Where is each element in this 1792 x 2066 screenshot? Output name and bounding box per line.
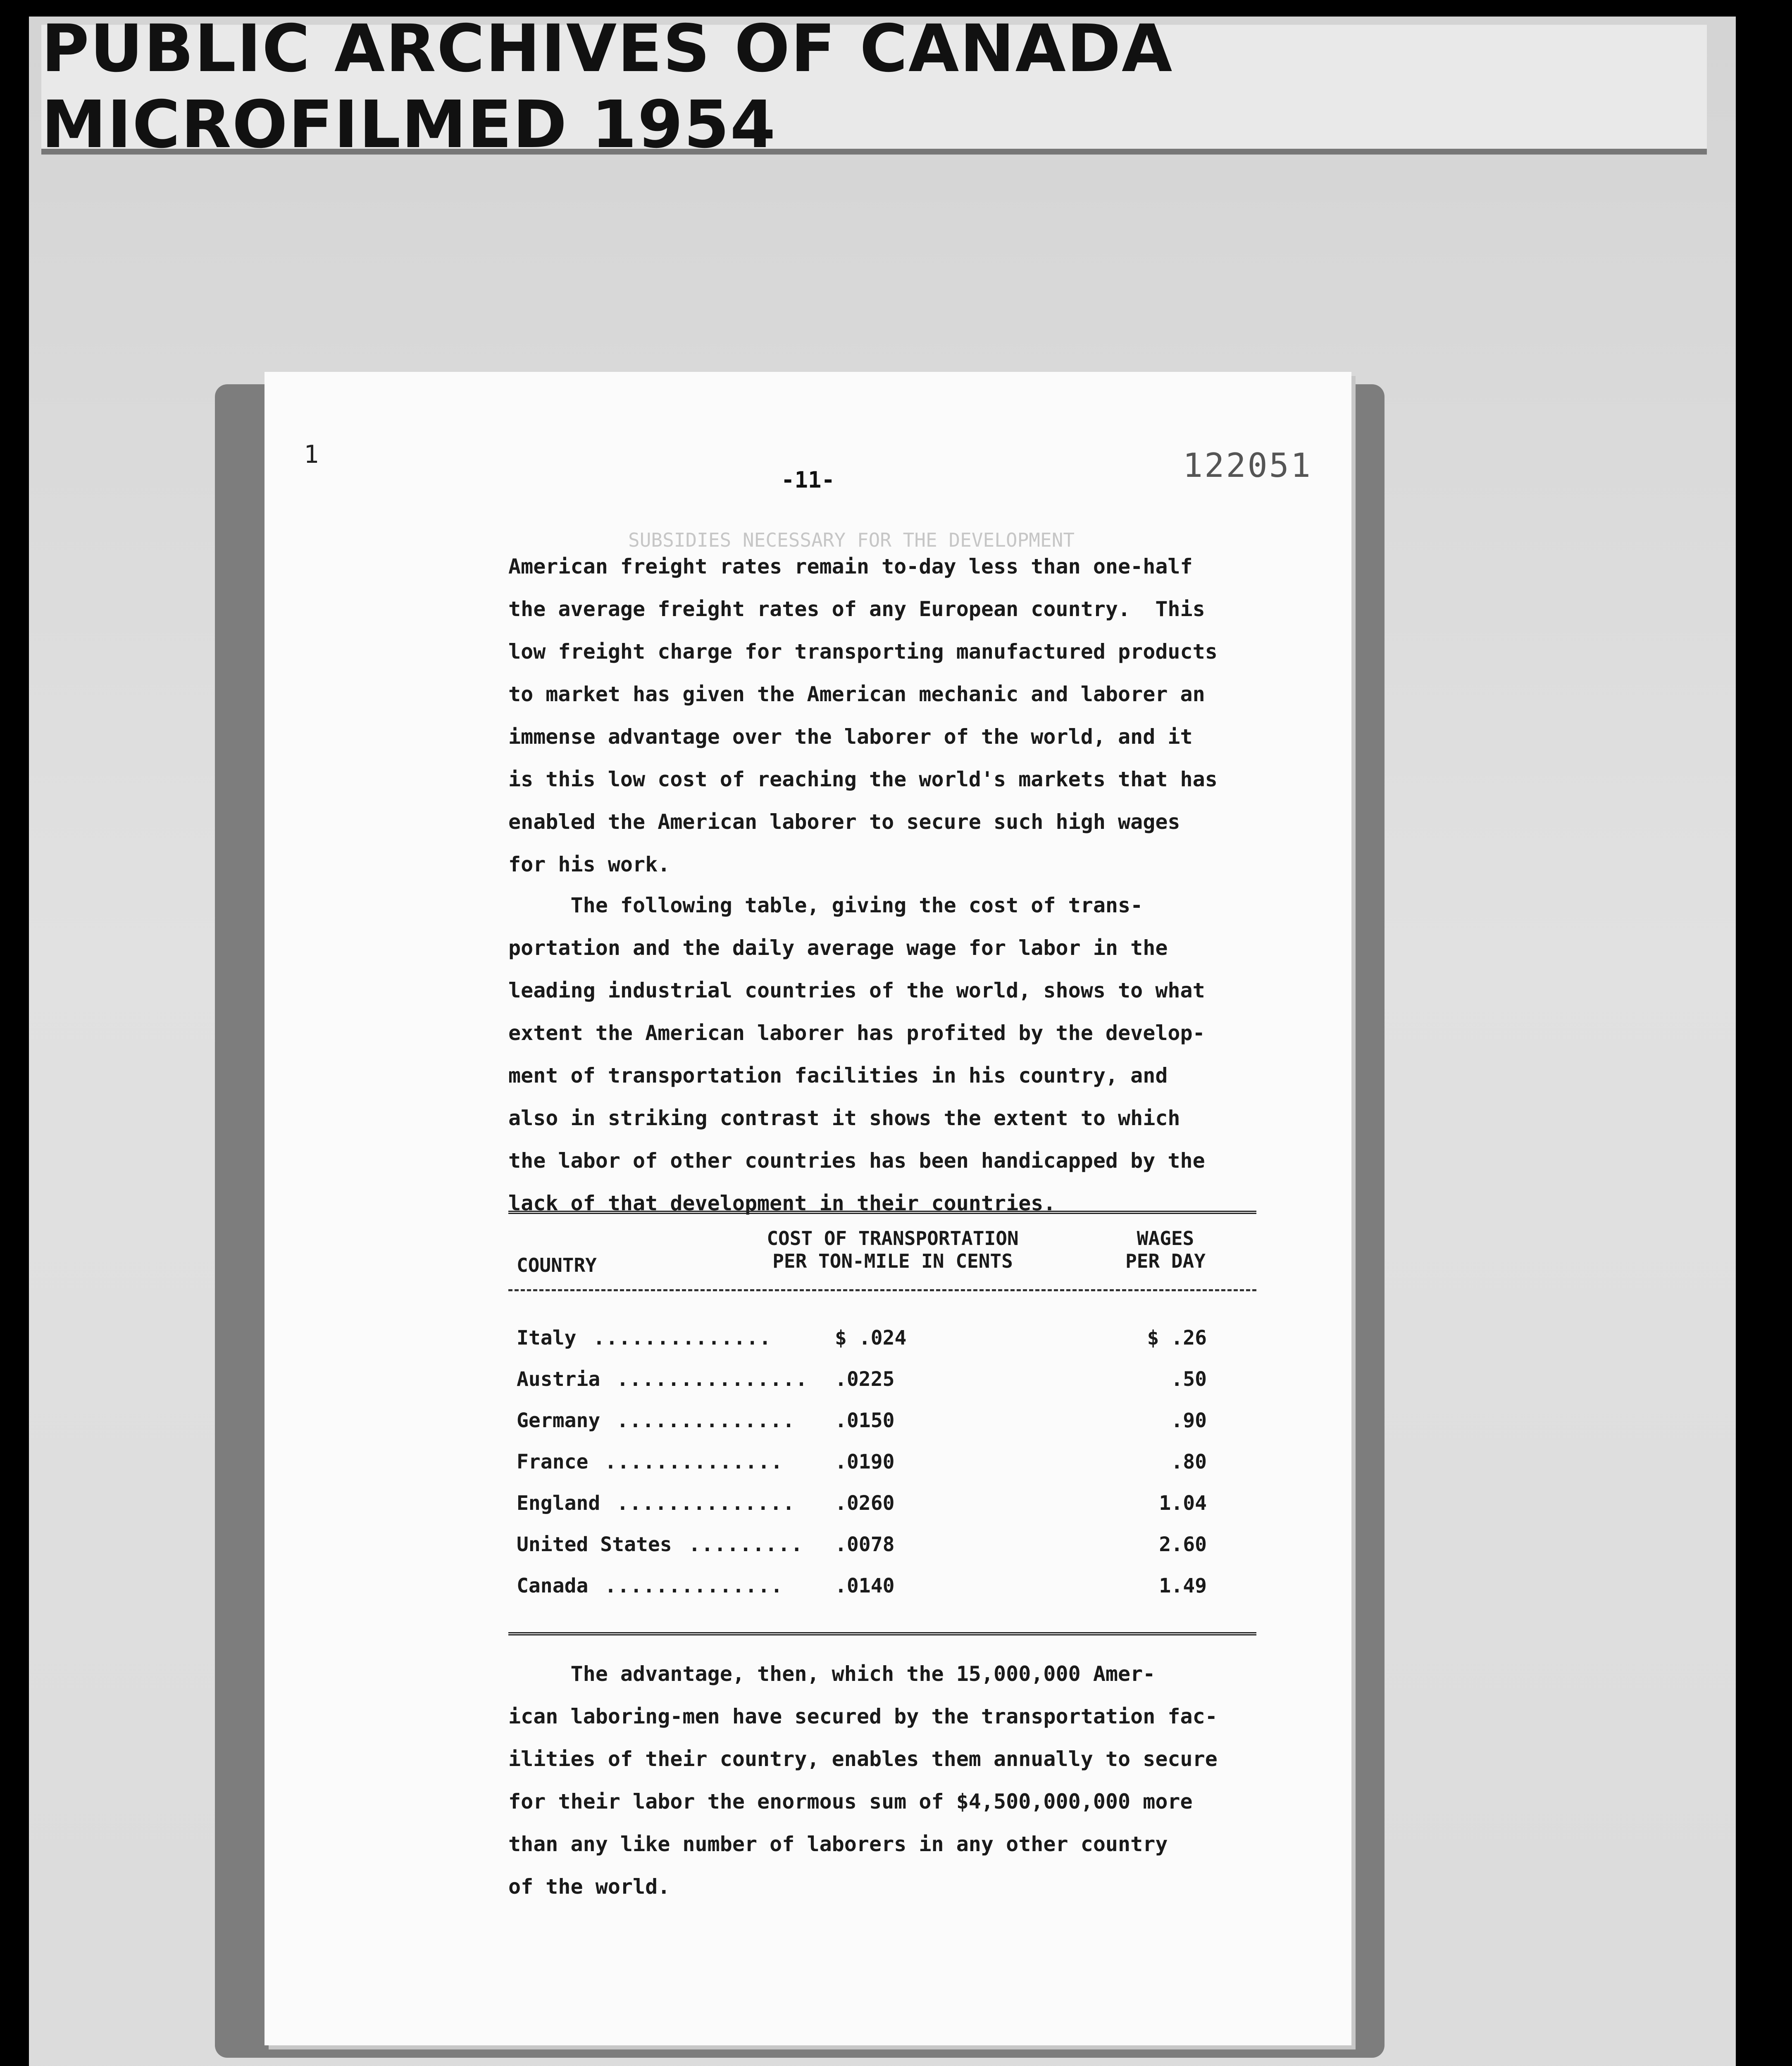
- header-cost: [744, 1227, 1041, 1273]
- text-line: for their labor the enormous sum of $4,500,000,000 more: [508, 1790, 1193, 1814]
- leader-dots: ..............: [617, 1409, 796, 1432]
- text-line: American freight rates remain to-day less than one-half: [508, 555, 1193, 578]
- wage-cell: 2.60: [1159, 1533, 1207, 1556]
- header-wages: [1103, 1227, 1227, 1273]
- country-cell: Austria: [517, 1368, 601, 1391]
- table-row: [517, 1533, 1252, 1566]
- wage-cell: .80: [1171, 1450, 1207, 1473]
- text-line: The advantage, then, which the 15,000,000 Amer-: [508, 1662, 1156, 1686]
- header-wages-line2: PER DAY: [1125, 1250, 1206, 1272]
- archive-banner-text: PUBLIC ARCHIVES OF CANADA MICROFILMED 1954: [41, 11, 1173, 163]
- text-line: immense advantage over the laborer of the world, and it: [508, 725, 1193, 749]
- table-row: [517, 1492, 1252, 1525]
- cost-cell: .0140: [835, 1574, 895, 1597]
- country-cell: United States: [517, 1533, 672, 1556]
- archive-banner: [41, 11, 1707, 163]
- table-row: [517, 1574, 1252, 1607]
- document-number: 122051: [1183, 446, 1312, 485]
- leader-dots: ..............: [605, 1450, 784, 1473]
- text-line: to market has given the American mechanic and laborer an: [508, 682, 1205, 706]
- text-line: the average freight rates of any European country. This: [508, 597, 1205, 621]
- cost-cell: .0078: [835, 1533, 895, 1556]
- country-cell: Germany: [517, 1409, 601, 1432]
- cost-cell: .0225: [835, 1368, 895, 1391]
- table-top-rule: [508, 1211, 1256, 1214]
- bleed-through-heading: SUBSIDIES NECESSARY FOR THE DEVELOPMENT: [628, 529, 1075, 551]
- leader-dots: ..............: [605, 1574, 784, 1597]
- table-bottom-rule: [508, 1632, 1256, 1635]
- country-cell: Italy: [517, 1326, 577, 1350]
- corner-mark: 1: [304, 440, 319, 469]
- text-line: is this low cost of reaching the world's markets that has: [508, 767, 1218, 791]
- header-cost-line1: COST OF TRANSPORTATION: [767, 1227, 1019, 1250]
- page-number: -11-: [781, 467, 835, 493]
- leader-dots: ..............: [593, 1326, 772, 1350]
- table-header-rule: [508, 1289, 1256, 1291]
- wage-cell: 1.04: [1159, 1492, 1207, 1515]
- text-line: portation and the daily average wage for labor in the: [508, 936, 1168, 960]
- text-line: leading industrial countries of the world, shows to what: [508, 978, 1205, 1002]
- text-line: lack of that development in their countries.: [508, 1191, 1056, 1215]
- table-row: [517, 1409, 1252, 1442]
- leader-dots: ..............: [617, 1492, 796, 1515]
- table-row: [517, 1326, 1252, 1359]
- text-line: than any like number of laborers in any other country: [508, 1832, 1168, 1856]
- text-line: The following table, giving the cost of trans-: [508, 893, 1143, 917]
- cost-cell: .0260: [835, 1492, 895, 1515]
- cost-cell: .0190: [835, 1450, 895, 1473]
- leader-dots: ...............: [617, 1368, 808, 1391]
- wage-cell: $ .26: [1147, 1326, 1207, 1350]
- country-cell: Canada: [517, 1574, 589, 1597]
- text-line: ican laboring-men have secured by the transportation fac-: [508, 1704, 1218, 1728]
- wage-cell: .90: [1171, 1409, 1207, 1432]
- leader-dots: .........: [689, 1533, 804, 1556]
- country-cell: England: [517, 1492, 601, 1515]
- text-line: for his work.: [508, 852, 670, 876]
- header-cost-line2: PER TON-MILE IN CENTS: [772, 1250, 1013, 1272]
- text-line: of the world.: [508, 1875, 670, 1899]
- cost-cell: $ .024: [835, 1326, 907, 1350]
- paragraph-1: [508, 545, 1252, 886]
- paragraph-3: [508, 1653, 1252, 1908]
- text-line: low freight charge for transporting manufactured products: [508, 640, 1218, 664]
- text-line: ment of transportation facilities in his country, and: [508, 1064, 1168, 1088]
- wage-cell: .50: [1171, 1368, 1207, 1391]
- wage-cell: 1.49: [1159, 1574, 1207, 1597]
- table-row: [517, 1368, 1252, 1401]
- header-country: COUNTRY: [517, 1254, 597, 1276]
- text-line: extent the American laborer has profited by the develop-: [508, 1021, 1205, 1045]
- text-line: ilities of their country, enables them annually to secure: [508, 1747, 1218, 1771]
- text-line: the labor of other countries has been handicapped by the: [508, 1149, 1205, 1173]
- table-row: [517, 1450, 1252, 1483]
- text-line: also in striking contrast it shows the extent to which: [508, 1106, 1180, 1130]
- paragraph-2: [508, 884, 1252, 1225]
- document-page: [265, 372, 1351, 2045]
- cost-cell: .0150: [835, 1409, 895, 1432]
- country-cell: France: [517, 1450, 589, 1473]
- header-wages-line1: WAGES: [1137, 1227, 1194, 1250]
- text-line: enabled the American laborer to secure such high wages: [508, 810, 1180, 834]
